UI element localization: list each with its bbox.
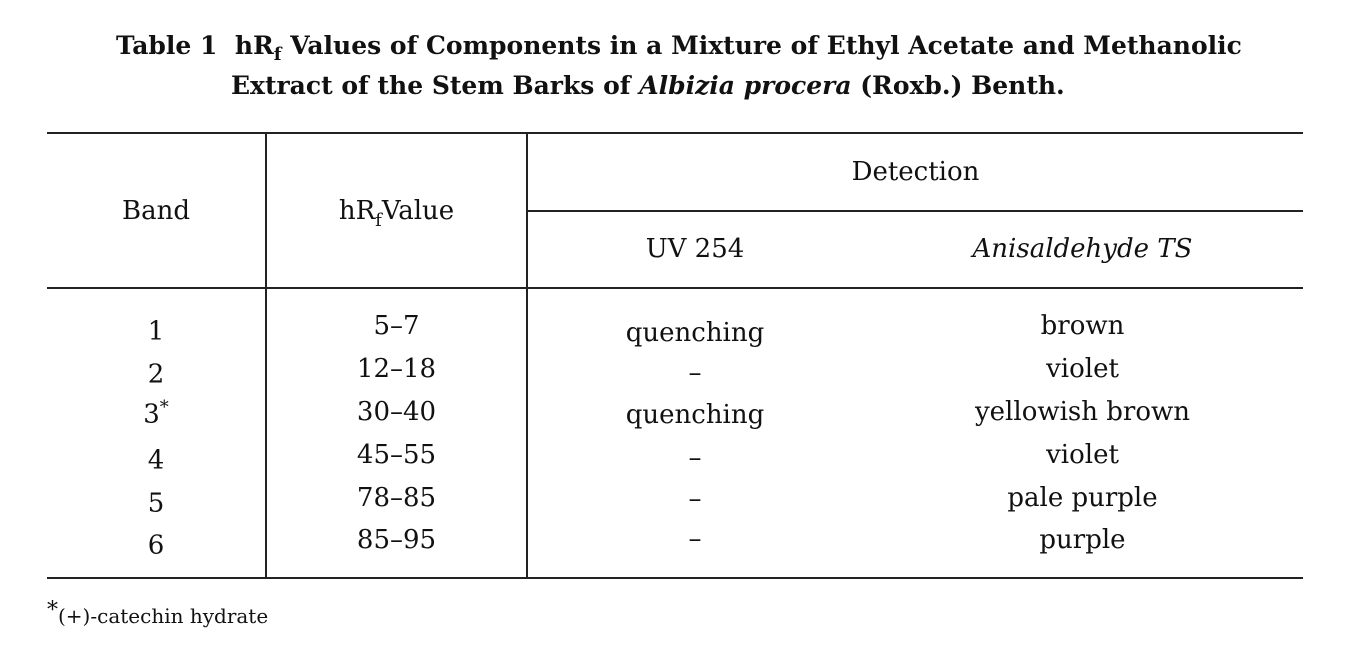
header-band: Band: [122, 196, 190, 226]
caption-hr: hR: [234, 31, 274, 60]
header-hrf-sub: f: [375, 210, 382, 231]
cell-anis-1: brown: [1040, 311, 1125, 341]
header-hrf-rest: Value: [381, 196, 455, 226]
header-uv-254: UV 254: [645, 234, 745, 264]
cell-hrf-1: 5–7: [373, 311, 420, 341]
cell-hrf-2: 12–18: [356, 354, 437, 384]
header-detection: Detection: [851, 157, 980, 187]
cell-band-2: 2: [147, 359, 165, 390]
header-anisaldehyde-ts: Anisaldehyde TS: [972, 234, 1193, 264]
detection-sub-rule: [527, 210, 1303, 212]
table-top-rule: [47, 132, 1303, 134]
caption-species: Albizia procera: [639, 71, 852, 100]
cell-uv-5: –: [688, 484, 702, 514]
table-footnote: [47, 598, 268, 628]
footnote-text: (+)-catechin hydrate: [58, 604, 269, 628]
caption-hr-sub: f: [273, 44, 282, 65]
cell-uv-6: –: [688, 524, 702, 554]
cell-band-3: 3*: [143, 397, 169, 430]
cell-uv-2: –: [688, 358, 702, 388]
cell-uv-4: –: [688, 443, 702, 473]
cell-band-4: 4: [147, 445, 165, 476]
column-divider-2: [526, 133, 528, 578]
cell-anis-5: pale purple: [1007, 483, 1158, 513]
cell-hrf-6: 85–95: [356, 525, 437, 555]
cell-band-5: 5: [147, 488, 165, 519]
cell-anis-2: violet: [1046, 354, 1119, 384]
table-label: Table 1: [116, 31, 218, 60]
caption-line2-post: (Roxb.) Benth.: [851, 71, 1065, 100]
header-bottom-rule: [47, 287, 1303, 289]
table-caption-line-2: [231, 66, 1065, 106]
header-hrf-value: [267, 196, 526, 231]
cell-band-6: 6: [147, 530, 165, 561]
caption-line1-text: Values of Components in a Mixture of Ethyl Acetate and Methanolic: [281, 31, 1242, 60]
cell-hrf-4: 45–55: [356, 440, 437, 470]
cell-hrf-5: 78–85: [356, 483, 437, 513]
header-hrf-main: hR: [338, 196, 376, 226]
cell-anis-4: violet: [1046, 440, 1119, 470]
footnote-marker: *: [159, 397, 169, 418]
cell-uv-3: quenching: [625, 400, 765, 430]
cell-uv-1: quenching: [625, 318, 765, 348]
cell-band-1: 1: [147, 316, 165, 347]
footnote-mark: *: [47, 598, 58, 623]
table-bottom-rule: [47, 577, 1303, 579]
caption-line2-pre: Extract of the Stem Barks of: [231, 71, 640, 100]
cell-anis-3: yellowish brown: [974, 397, 1190, 427]
cell-anis-6: purple: [1039, 525, 1126, 555]
cell-hrf-3: 30–40: [356, 397, 437, 427]
